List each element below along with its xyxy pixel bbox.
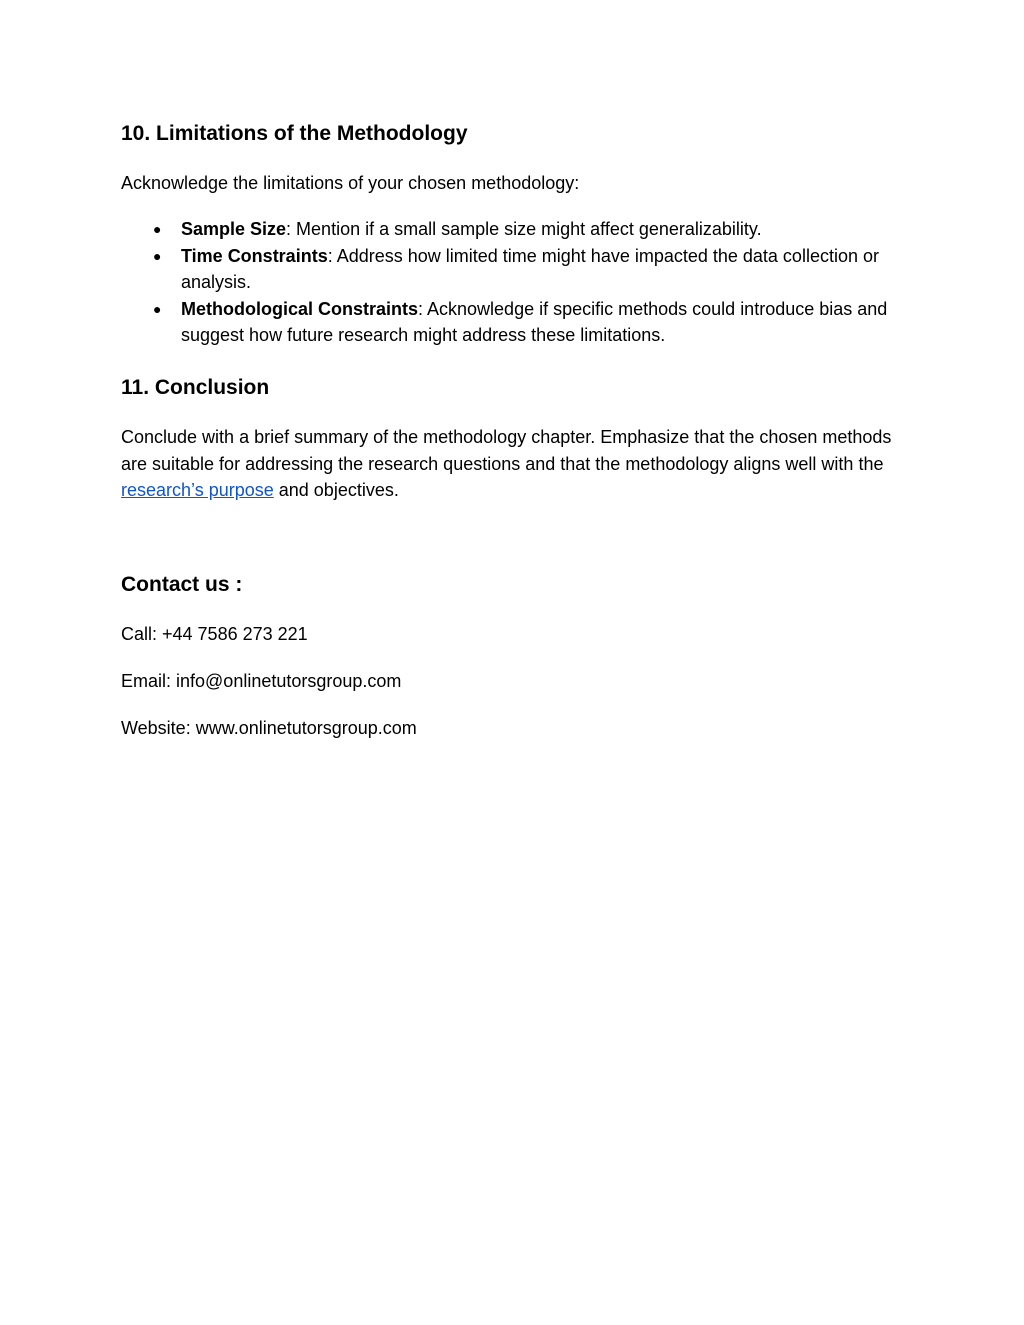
bullet-icon: ●	[153, 247, 162, 264]
conclusion-paragraph	[121, 424, 911, 504]
contact-email: Email: info@onlinetutorsgroup.com	[121, 671, 402, 691]
contact-call: Call: +44 7586 273 221	[121, 624, 308, 644]
bullet-text: : Mention if a small sample size might affect generalizability.	[286, 219, 762, 239]
bullet-icon: ●	[153, 221, 162, 237]
bullet-term: Methodological Constraints	[181, 298, 419, 319]
bullet-text: : Acknowledge if specific methods could introduce bias and suggest how future research might address these limitations.	[181, 298, 888, 345]
conclusion-text-end: and objectives.	[273, 480, 399, 500]
list-item	[121, 296, 911, 349]
section-10-intro: Acknowledge the limitations of your chosen methodology:	[121, 173, 580, 193]
contact-website: Website: www.onlinetutorsgroup.com	[121, 718, 417, 738]
research-purpose-link[interactable]: research’s purpose	[121, 480, 274, 500]
contact-heading: Contact us :	[121, 573, 243, 596]
bullet-term: Time Constraints	[181, 245, 328, 266]
conclusion-text: Conclude with a brief summary of the methodology chapter. Emphasize that the chosen methods are suitable for addressing the research questions and that the methodology aligns well with the	[121, 427, 892, 474]
bullet-text: : Address how limited time might have impacted the data collection or analysis.	[181, 245, 879, 292]
bullet-term: Sample Size	[181, 219, 287, 239]
section-11-heading: 11. Conclusion	[121, 376, 270, 399]
section-10-heading: 10. Limitations of the Methodology	[121, 122, 468, 145]
list-item	[121, 243, 911, 296]
list-item	[121, 216, 911, 243]
limitations-list	[121, 216, 911, 349]
bullet-icon: ●	[153, 300, 162, 317]
